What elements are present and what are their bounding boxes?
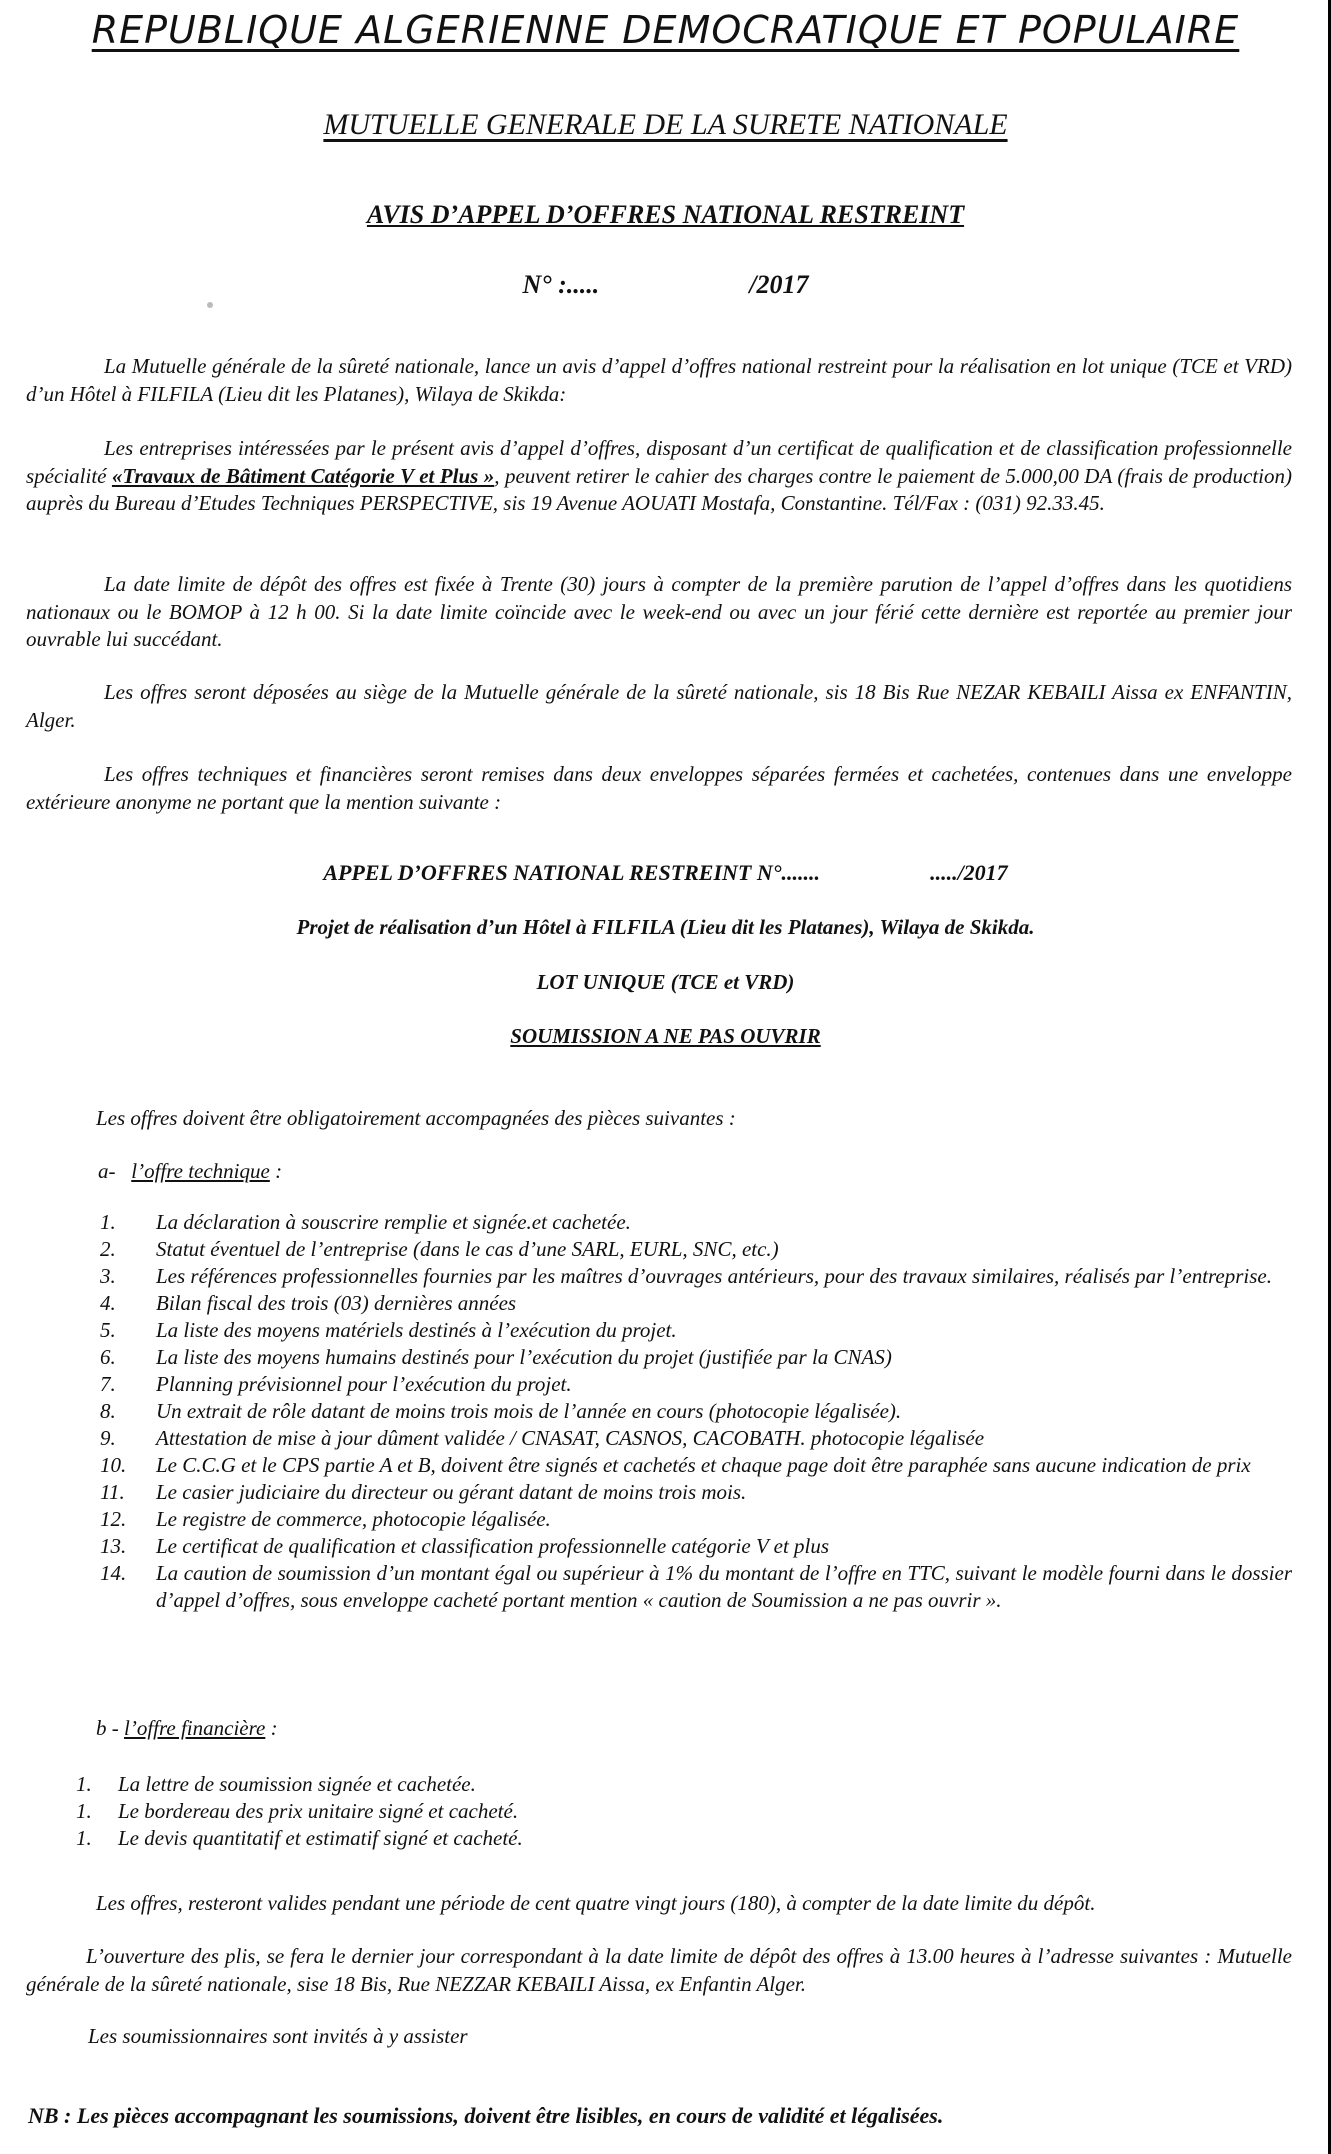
envelope-title-left: APPEL D’OFFRES NATIONAL RESTREINT N°....... [323,860,821,885]
technical-item [100,1452,1292,1479]
technical-item-number: 1. [100,1210,116,1234]
financial-item-number: 1. [76,1799,92,1823]
technical-item [100,1371,1292,1398]
financial-item [76,1825,523,1852]
intro-paragraph-5 [26,761,1292,816]
technical-item-number: 7. [100,1372,116,1396]
technical-item [100,1560,1292,1614]
technical-item-number: 3. [100,1264,116,1288]
intro-paragraph-4 [26,679,1292,734]
technical-item-number: 2. [100,1237,116,1261]
opening-paragraph [26,1943,1292,1998]
technical-item-text: Le casier judiciaire du directeur ou gérant datant de moins trois mois. [156,1480,747,1504]
technical-item [100,1506,1292,1533]
financial-offer-list [76,1771,523,1852]
technical-item-text: Planning prévisionnel pour l’exécution du projet. [156,1372,572,1396]
speciality-label: «Travaux de Bâtiment Catégorie V et Plus » [111,463,495,488]
technical-offer-label: l’offre technique [131,1159,270,1183]
technical-item [100,1425,1292,1452]
technical-item-number: 4. [100,1291,116,1315]
technical-item [100,1317,1292,1344]
technical-item-number: 6. [100,1345,116,1369]
envelope-project: Projet de réalisation d’un Hôtel à FILFILA (Lieu dit les Platanes), Wilaya de Skikda. [296,915,1035,939]
envelope-title [0,860,1331,886]
validity-text: Les offres, resteront valides pendant une période de cent quatre vingt jours (180), à compter de la date limite du dépôt. [96,1891,1096,1915]
technical-item-text: Le C.C.G et le CPS partie A et B, doivent être signés et cachetés et chaque page doit être paraphée sans aucune indication de prix [156,1453,1251,1477]
technical-offer-heading [98,1158,282,1185]
envelope-title-right: ...../2017 [930,860,1008,885]
technical-offer-list [100,1209,1292,1614]
technical-item-text: Bilan fiscal des trois (03) dernières années [156,1291,517,1315]
technical-item-text: Le certificat de qualification et classification professionnelle catégorie V et plus [156,1534,830,1558]
intro-text-2a: Les entreprises intéressées par le présent avis d’appel d’offres, disposant d’un certificat de qualification et de classification professionnelle spécialité [26,436,1292,488]
technical-item-text: La caution de soumission d’un montant égal ou supérieur à 1% du montant de l’offre en TTC, suivant le modèle fourni dans le dossier d’appel d’offres, sous enveloppe cacheté portant mention « caution de Soumission a ne pas ouvrir ». [156,1561,1292,1612]
technical-item [100,1236,1292,1263]
scan-speck [207,302,213,308]
organization-title: MUTUELLE GENERALE DE LA SURETE NATIONALE [323,108,1008,141]
technical-item-text: La liste des moyens matériels destinés à l’exécution du projet. [156,1318,677,1342]
envelope-intro-text: Les offres techniques et financières seront remises dans deux enveloppes séparées fermées et cachetées, contenues dans une enveloppe extérieure anonyme ne portant que la mention suivante : [26,762,1292,814]
technical-item-text: La liste des moyens humains destinés pour l’exécution du projet (justifiée par la CNAS) [156,1345,892,1369]
envelope-lot: LOT UNIQUE (TCE et VRD) [536,970,795,994]
envelope-warning: SOUMISSION A NE PAS OUVRIR [510,1024,821,1048]
financial-item-text: Le devis quantitatif et estimatif signé et cacheté. [118,1826,523,1850]
technical-item-number: 14. [100,1561,127,1585]
invitation-text: Les soumissionnaires sont invités à y assister [88,2024,468,2048]
intro-paragraph-1 [26,353,1292,408]
notice-number [0,270,1331,300]
financial-item [76,1798,523,1825]
intro-text-1: La Mutuelle générale de la sûreté nationale, lance un avis d’appel d’offres national restreint pour la réalisation en lot unique (TCE et VRD) d’un Hôtel à FILFILA (Lieu dit les Platanes), Wilaya de Skikda: [26,354,1292,406]
technical-item [100,1533,1292,1560]
republic-header: REPUBLIQUE ALGERIENNE DEMOCRATIQUE ET POPULAIRE [91,8,1240,52]
deadline-text: La date limite de dépôt des offres est fixée à Trente (30) jours à compter de la première parution de l’appel d’offres dans les quotidiens nationaux ou le BOMOP à 12 h 00. Si la date limite coïncide avec le week-end ou avec un jour férié cette dernière est reportée au premier jour ouvrable lui succédant. [26,572,1292,651]
technical-item [100,1290,1292,1317]
technical-item [100,1479,1292,1506]
nb-note: NB : Les pièces accompagnant les soumissions, doivent être lisibles, en cours de validité et légalisées. [28,2103,944,2128]
technical-item [100,1263,1292,1290]
technical-item [100,1398,1292,1425]
financial-offer-label: l’offre financière [124,1716,266,1740]
technical-item-number: 8. [100,1399,116,1423]
notice-number-prefix: N° :..... [522,270,600,299]
technical-item [100,1344,1292,1371]
notice-number-year: /2017 [749,270,809,299]
technical-item-number: 5. [100,1318,116,1342]
financial-item-text: Le bordereau des prix unitaire signé et cacheté. [118,1799,519,1823]
notice-title: AVIS D’APPEL D’OFFRES NATIONAL RESTREINT [366,200,965,229]
technical-offer-colon: : [269,1159,283,1183]
financial-item [76,1771,523,1798]
technical-item-number: 9. [100,1426,116,1450]
technical-item-number: 13. [100,1534,127,1558]
technical-item-text: Attestation de mise à jour dûment validée / CNASAT, CASNOS, CACOBATH. photocopie légalisée [156,1426,985,1450]
financial-offer-prefix: b - [96,1716,119,1740]
deposit-address-text: Les offres seront déposées au siège de la Mutuelle générale de la sûreté nationale, sis 18 Bis Rue NEZAR KEBAILI Aissa ex ENFANTIN, Alger. [26,680,1292,732]
technical-item-number: 10. [100,1453,127,1477]
technical-item-text: La déclaration à souscrire remplie et signée.et cachetée. [156,1210,631,1234]
financial-item-text: La lettre de soumission signée et cachetée. [118,1772,476,1796]
technical-item-text: Un extrait de rôle datant de moins trois mois de l’année en cours (photocopie légalisée). [156,1399,902,1423]
financial-offer-heading [96,1715,278,1742]
financial-item-number: 1. [76,1772,92,1796]
technical-item-number: 12. [100,1507,127,1531]
technical-offer-prefix: a- [98,1159,116,1183]
opening-text: L’ouverture des plis, se fera le dernier jour correspondant à la date limite de dépôt des offres à 13.00 heures à l’adresse suivantes : Mutuelle générale de la sûreté nationale, sise 18 Bis, Rue NEZZAR KEBAILI Aissa, ex Enfantin Alger. [26,1944,1292,1996]
financial-offer-colon: : [265,1716,278,1740]
technical-item-text: Les références professionnelles fournies par les maîtres d’ouvrages antérieurs, pour des travaux similaires, réalisés par l’entreprise. [156,1264,1272,1288]
technical-item-text: Le registre de commerce, photocopie légalisée. [156,1507,551,1531]
requirements-intro: Les offres doivent être obligatoirement accompagnées des pièces suivantes : [96,1106,736,1130]
technical-item [100,1209,1292,1236]
intro-paragraph-2 [26,435,1292,518]
technical-item-text: Statut éventuel de l’entreprise (dans le cas d’une SARL, EURL, SNC, etc.) [156,1237,779,1261]
technical-item-number: 11. [100,1480,125,1504]
intro-text-2b: , peuvent retirer le cahier des charges contre le paiement de 5.000,00 DA (frais de production) auprès du Bureau d’Etudes Techniques PERSPECTIVE, sis 19 Avenue AOUATI Mostafa, Constantine. Tél/Fax : (031) 92.33.45. [26,463,1292,515]
intro-paragraph-3 [26,571,1292,654]
financial-item-number: 1. [76,1826,92,1850]
